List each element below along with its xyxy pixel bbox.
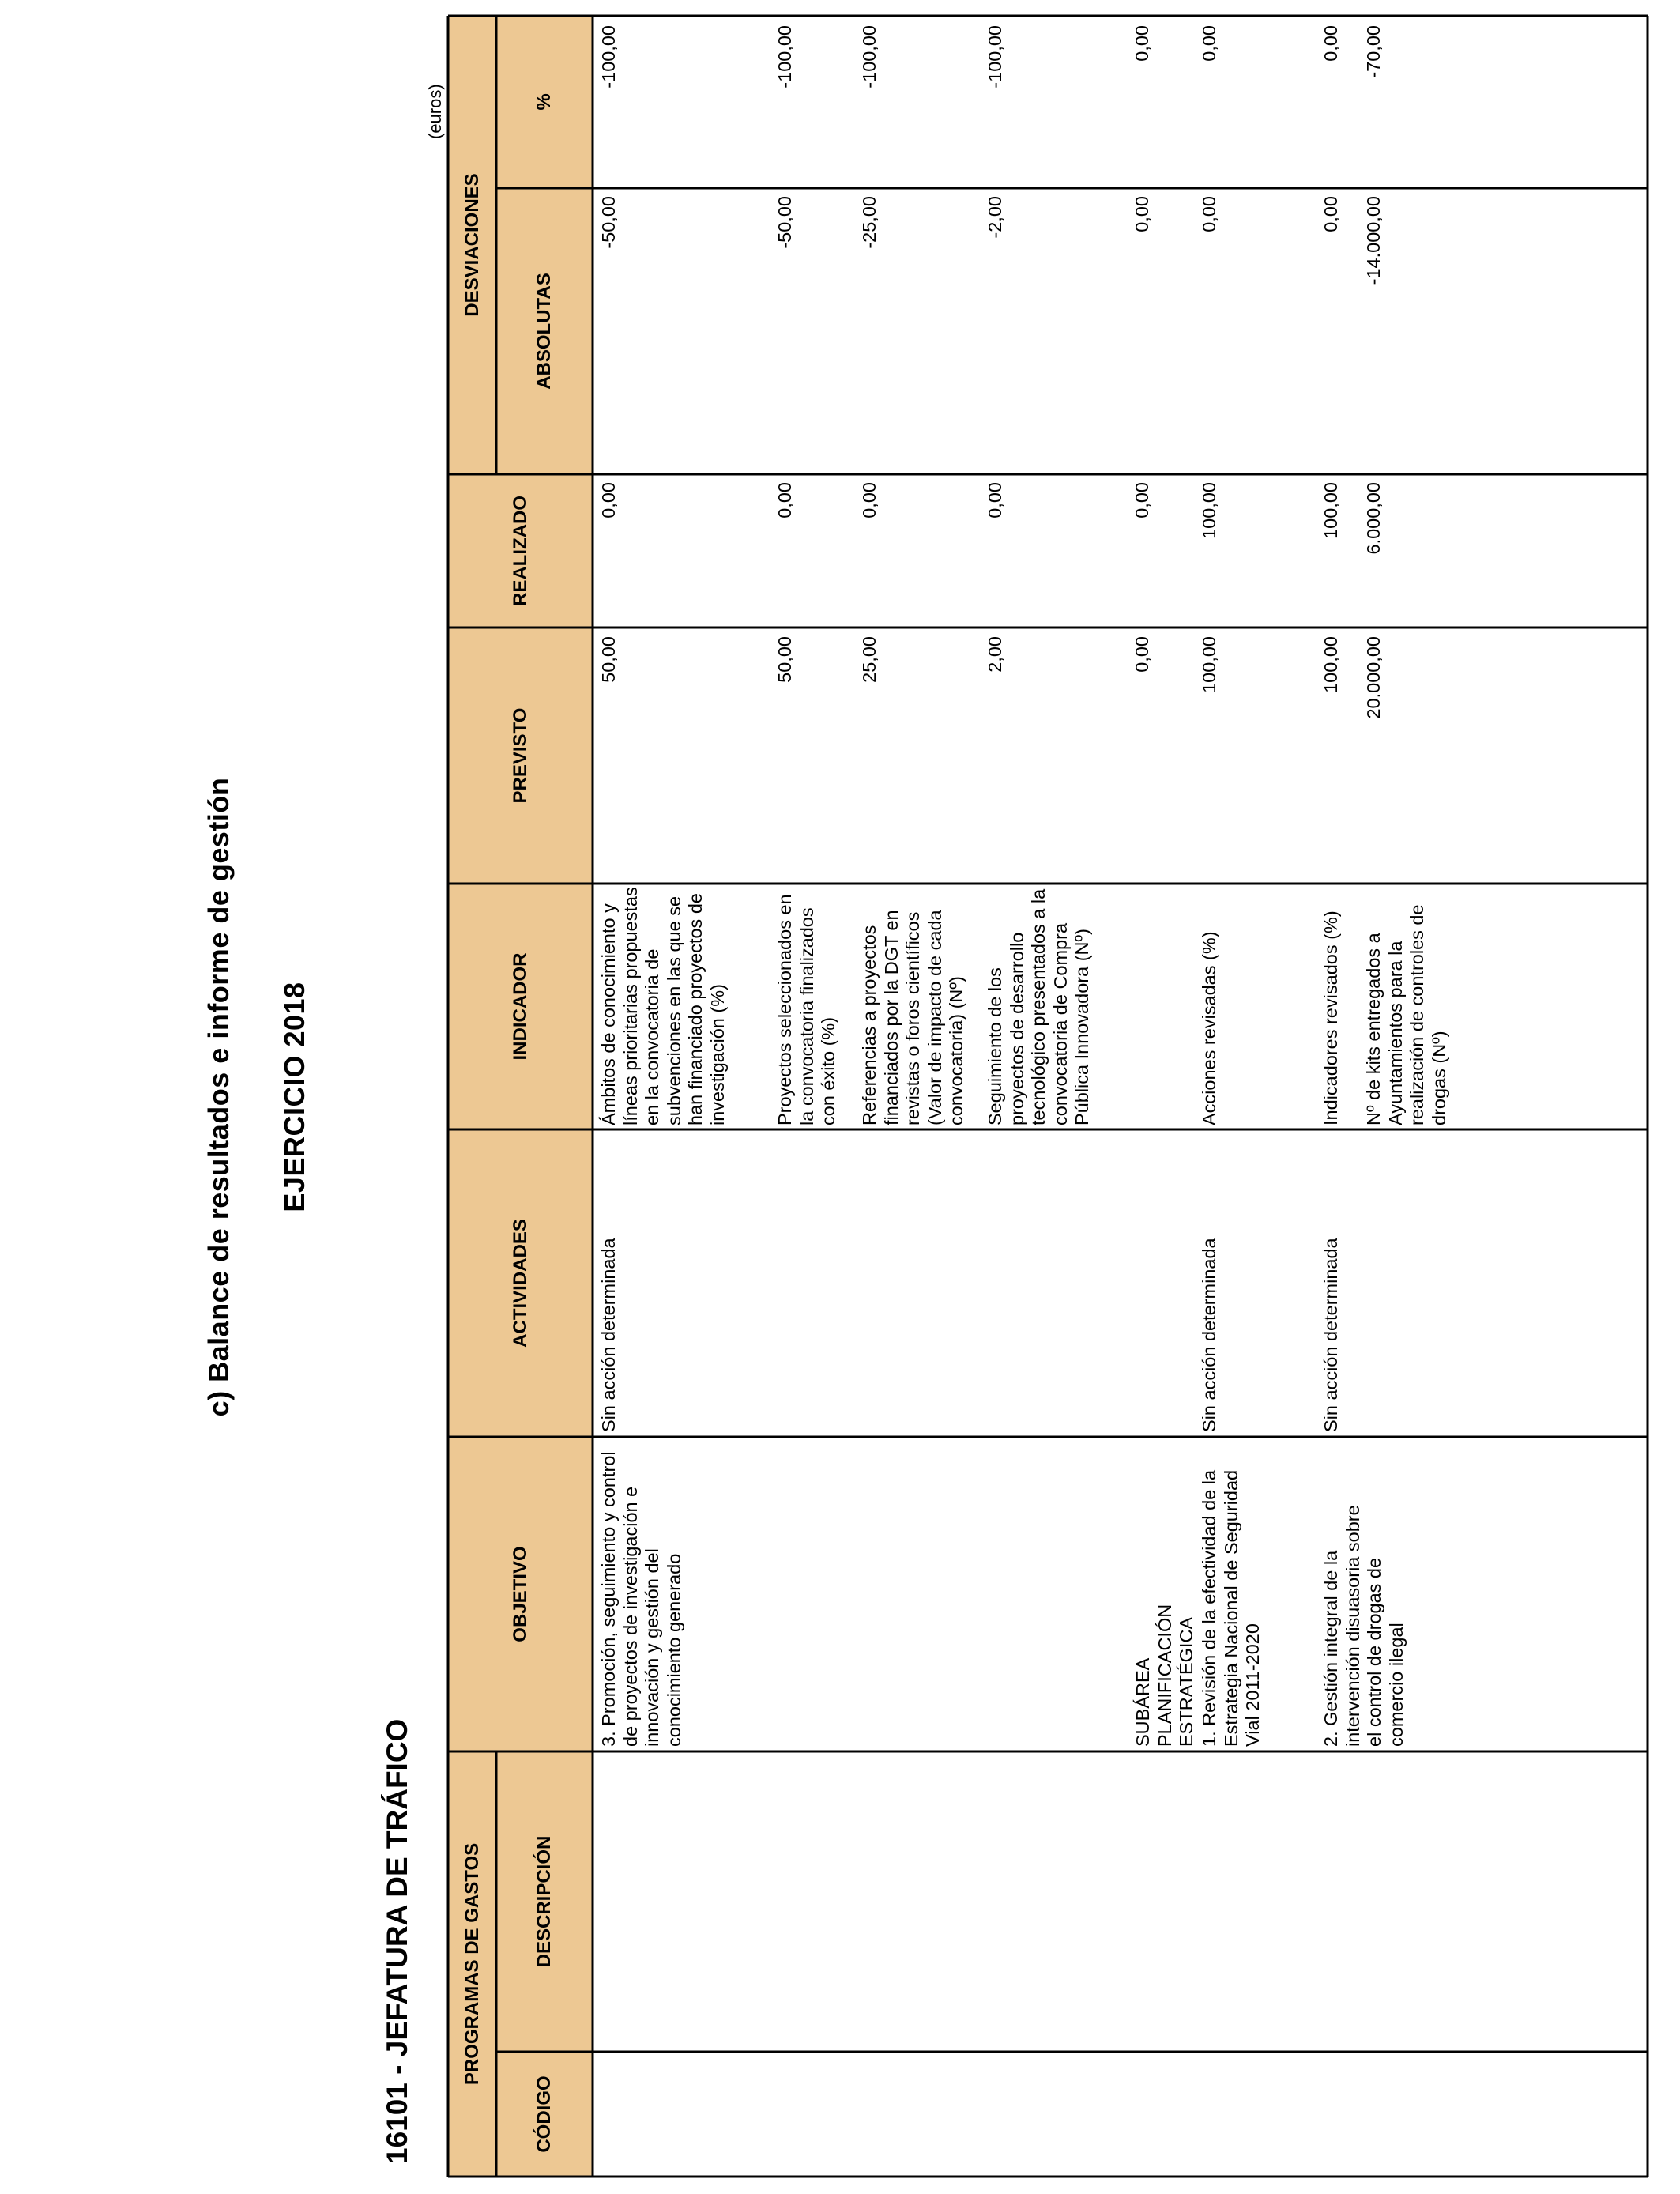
indicador-text: Nº de kits entregados a Ayuntamientos para la realización de controles de drogas (Nº) (1363, 904, 1449, 1125)
actividad-text: Sin acción determinada (1320, 1238, 1341, 1432)
indicador-text: Proyectos seleccionados en la convocatoria finalizados con éxito (%) (774, 894, 838, 1125)
porcentaje-value: -100,00 (859, 25, 880, 89)
porcentaje-value: -100,00 (774, 25, 795, 89)
absolutas-value: -2,00 (985, 196, 1005, 239)
actividad-text: Sin acción determinada (1199, 1238, 1219, 1432)
porcentaje-value: 0,00 (1199, 25, 1219, 62)
previsto-value: 100,00 (1199, 636, 1219, 693)
objetivo-text: 1. Revisión de la efectividad de la Estrategia Nacional de Seguridad Vial 2011-2020 (1199, 1469, 1263, 1747)
header-absolutas: ABSOLUTAS (533, 273, 555, 390)
indicador-text: Seguimiento de los proyectos de desarrollo tecnológico presentados a la convocatoria de Compra Pública Innovadora (Nº) (985, 888, 1092, 1125)
porcentaje-value: -100,00 (985, 25, 1005, 89)
absolutas-value: -25,00 (859, 196, 880, 249)
porcentaje-value: -100,00 (598, 25, 619, 89)
objetivo-text: 2. Gestión integral de la intervención disuasoria sobre el control de drogas de comercio ilegal (1320, 1505, 1407, 1747)
realizado-value: 0,00 (1132, 482, 1152, 518)
previsto-value: 25,00 (859, 636, 880, 683)
absolutas-value: -50,00 (774, 196, 795, 249)
units-label: (euros) (425, 84, 445, 139)
realizado-value: 0,00 (598, 482, 619, 518)
realizado-value: 6.000,00 (1363, 482, 1384, 555)
absolutas-value: -14.000,00 (1363, 196, 1384, 285)
header-codigo: CÓDIGO (533, 2075, 555, 2153)
header-previsto: PREVISTO (509, 707, 531, 804)
porcentaje-value: -70,00 (1363, 25, 1384, 78)
previsto-value: 50,00 (774, 636, 795, 683)
document-title: c) Balance de resultados e informe de gestión (202, 777, 235, 1417)
header-porcentaje: % (533, 93, 555, 111)
indicador-text: Acciones revisadas (%) (1199, 931, 1219, 1125)
previsto-value: 50,00 (598, 636, 619, 683)
previsto-value: 0,00 (1132, 636, 1152, 673)
absolutas-value: -50,00 (598, 196, 619, 249)
realizado-value: 100,00 (1199, 482, 1219, 539)
header-realizado: REALIZADO (509, 496, 531, 606)
indicador-text: Ámbitos de conocimiento y líneas prioritarias propuestas en la convocatoria de subvenciones en las que se han financiado proyectos de investigación (%) (598, 887, 728, 1125)
realizado-value: 100,00 (1320, 482, 1341, 539)
previsto-value: 2,00 (985, 636, 1005, 673)
porcentaje-value: 0,00 (1320, 25, 1341, 62)
previsto-value: 100,00 (1320, 636, 1341, 693)
previsto-value: 20.000,00 (1363, 636, 1384, 719)
header-objetivo: OBJETIVO (509, 1546, 531, 1642)
absolutas-value: 0,00 (1199, 196, 1219, 232)
realizado-value: 0,00 (859, 482, 880, 518)
realizado-value: 0,00 (774, 482, 795, 518)
indicador-text: Indicadores revisados (%) (1320, 910, 1341, 1125)
absolutas-value: 0,00 (1320, 196, 1341, 232)
exercise-year: EJERCICIO 2018 (278, 982, 311, 1212)
realizado-value: 0,00 (985, 482, 1005, 518)
organization-title: 16101 - JEFATURA DE TRÁFICO (381, 1718, 413, 2164)
header-desviaciones: DESVIACIONES (461, 173, 483, 317)
indicador-text: Referencias a proyectos financiados por la DGT en revistas o foros científicos (Valor de impacto de cada convocatoria) (Nº) (859, 910, 966, 1125)
header-actividades: ACTIVIDADES (509, 1219, 531, 1348)
porcentaje-value: 0,00 (1132, 25, 1152, 62)
header-descripcion: DESCRIPCIÓN (533, 1835, 555, 1968)
header-indicador: INDICADOR (509, 952, 531, 1061)
objetivo-text: 3. Promoción, seguimiento y control de proyectos de investigación e innovación y gestión del conocimiento generado (598, 1451, 684, 1747)
actividad-text: Sin acción determinada (598, 1238, 619, 1432)
subarea-label: SUBÁREA PLANIFICACIÓN ESTRATÉGICA (1132, 1604, 1196, 1747)
header-programas-de-gastos: PROGRAMAS DE GASTOS (461, 1842, 483, 2086)
absolutas-value: 0,00 (1132, 196, 1152, 232)
